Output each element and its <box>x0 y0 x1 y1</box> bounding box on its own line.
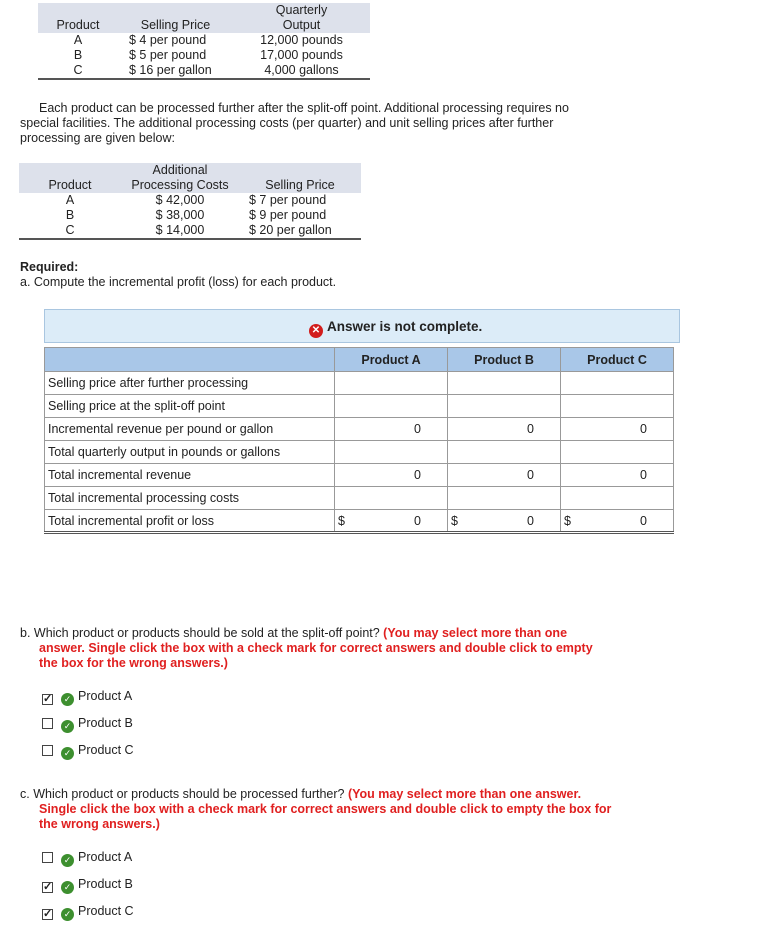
output-header-line2: Output <box>282 18 321 32</box>
computed-cell <box>561 510 674 533</box>
table-row <box>45 510 674 533</box>
header-blank <box>45 348 335 372</box>
option-label: Product A <box>78 689 133 703</box>
part-c-options <box>42 850 134 924</box>
processing-costs-table <box>19 163 361 240</box>
part-c-question <box>20 787 650 832</box>
t2-product: A <box>65 193 75 207</box>
output-header-line1: Quarterly <box>275 3 328 17</box>
row-label: Total incremental revenue <box>45 464 335 487</box>
question-text: c. Which product or products should be processed further? <box>20 787 348 801</box>
computed-cell: 0 <box>561 464 674 487</box>
paragraph-line: special facilities. The additional processing costs (per quarter) and unit selling prices after further <box>20 116 554 130</box>
checkbox[interactable]: ✓ <box>43 881 53 893</box>
table-row <box>45 418 674 441</box>
computed-cell: 0 <box>448 464 561 487</box>
answer-input-cell[interactable] <box>561 441 674 464</box>
check-circle-icon: ✓ <box>61 693 74 706</box>
checkbox[interactable] <box>42 745 53 756</box>
dollar-sign: $ <box>338 513 345 528</box>
costs-header-line1: Additional <box>152 163 208 177</box>
check-circle-icon: ✓ <box>61 854 74 867</box>
answer-input-cell[interactable] <box>561 372 674 395</box>
dollar-sign: $ <box>564 513 571 528</box>
option-product-b[interactable] <box>42 716 134 736</box>
row-label: Total quarterly output in pounds or gallons <box>45 441 335 464</box>
t2-price: $ 20 per gallon <box>239 223 361 239</box>
part-b-question <box>20 626 650 671</box>
paragraph-line: Each product can be processed further after the split-off point. Additional processing requires no <box>39 101 569 115</box>
row-label: Total incremental profit or loss <box>45 510 335 533</box>
required-section <box>20 260 336 290</box>
question-text: b. Which product or products should be sold at the split-off point? <box>20 626 384 640</box>
check-circle-icon: ✓ <box>61 747 74 760</box>
option-label: Product C <box>78 743 134 757</box>
option-product-a[interactable] <box>42 689 134 709</box>
check-circle-icon: ✓ <box>61 908 74 921</box>
banner-message <box>309 319 482 338</box>
checkbox[interactable]: ✓ <box>43 908 53 920</box>
check-circle-icon: ✓ <box>61 720 74 733</box>
col-header-selling-price: Selling Price <box>140 18 211 32</box>
row-label: Selling price at the split-off point <box>45 395 335 418</box>
required-part-a: a. Compute the incremental profit (loss) for each product. <box>20 275 337 289</box>
instruction-text: the box for the wrong answers.) <box>39 656 228 670</box>
t1-product: B <box>73 48 83 62</box>
answer-input-cell[interactable] <box>335 372 448 395</box>
table-row <box>45 464 674 487</box>
option-label: Product B <box>78 877 133 891</box>
instruction-text: Single click the box with a check mark for correct answers and double click to empty the box for <box>39 802 612 816</box>
computed-cell: 0 <box>335 418 448 441</box>
instruction-text: the wrong answers.) <box>39 817 160 831</box>
option-product-c[interactable] <box>42 743 134 763</box>
col-header-product-a: Product A <box>335 348 448 372</box>
incremental-profit-table <box>44 347 674 534</box>
answer-input-cell[interactable] <box>561 487 674 510</box>
answer-status-banner <box>44 309 680 343</box>
col-header-product: Product <box>48 178 92 192</box>
t2-cost: $ 42,000 <box>155 193 205 207</box>
t1-output: 4,000 gallons <box>233 63 370 79</box>
required-title: Required: <box>20 260 79 274</box>
t1-product: C <box>38 63 118 79</box>
t2-price: $ 7 per pound <box>249 193 327 207</box>
answer-input-cell[interactable] <box>561 395 674 418</box>
checkbox[interactable]: ✓ <box>43 693 53 705</box>
t1-price: $ 4 per pound <box>129 33 207 47</box>
t2-product: C <box>19 223 121 239</box>
answer-input-cell[interactable] <box>448 441 561 464</box>
t2-cost: $ 38,000 <box>155 208 205 222</box>
col-header-product-b: Product B <box>448 348 561 372</box>
cell-value: 0 <box>414 513 421 528</box>
option-label: Product C <box>78 904 134 918</box>
answer-input-cell[interactable] <box>448 487 561 510</box>
t1-product: A <box>73 33 83 47</box>
answer-input-cell[interactable] <box>335 395 448 418</box>
cell-value: 0 <box>640 513 647 528</box>
table-row <box>45 441 674 464</box>
row-label: Selling price after further processing <box>45 372 335 395</box>
t1-price: $ 5 per pound <box>129 48 207 62</box>
row-label: Total incremental processing costs <box>45 487 335 510</box>
checkbox[interactable] <box>42 718 53 729</box>
t2-cost: $ 14,000 <box>121 223 239 239</box>
table-row <box>45 395 674 418</box>
option-product-b[interactable] <box>42 877 134 897</box>
option-product-c[interactable] <box>42 904 134 924</box>
computed-cell <box>448 510 561 533</box>
product-output-table <box>38 3 370 80</box>
col-header-product-c: Product C <box>561 348 674 372</box>
costs-header-line2: Processing Costs <box>131 178 229 192</box>
error-x-icon: ✕ <box>309 324 323 338</box>
t1-output: 17,000 pounds <box>260 48 343 62</box>
instruction-text: answer. Single click the box with a check mark for correct answers and double click to empty <box>39 641 593 655</box>
t2-product: B <box>65 208 75 222</box>
answer-input-cell[interactable] <box>448 395 561 418</box>
answer-input-cell[interactable] <box>335 487 448 510</box>
intro-paragraph <box>20 101 620 146</box>
col-header-processing-costs <box>121 163 239 193</box>
paragraph-line: processing are given below: <box>20 131 175 145</box>
computed-cell: 0 <box>448 418 561 441</box>
option-label: Product A <box>78 850 133 864</box>
col-header-quarterly-output <box>233 3 370 33</box>
computed-cell: 0 <box>335 464 448 487</box>
t1-price: $ 16 per gallon <box>118 63 233 79</box>
option-product-a[interactable] <box>42 850 134 870</box>
t1-output: 12,000 pounds <box>260 33 343 47</box>
computed-cell: 0 <box>561 418 674 441</box>
col-header-selling-price: Selling Price <box>265 178 335 192</box>
part-b-options <box>42 689 134 763</box>
t2-price: $ 9 per pound <box>249 208 327 222</box>
check-circle-icon: ✓ <box>61 881 74 894</box>
instruction-text: (You may select more than one answer. <box>347 787 582 801</box>
instruction-text: (You may select more than one <box>383 626 568 640</box>
option-label: Product B <box>78 716 133 730</box>
answer-input-cell[interactable] <box>448 372 561 395</box>
cell-value: 0 <box>527 513 534 528</box>
answer-input-cell[interactable] <box>335 441 448 464</box>
col-header-product: Product <box>56 18 100 32</box>
computed-cell <box>335 510 448 533</box>
checkbox[interactable] <box>42 852 53 863</box>
dollar-sign: $ <box>451 513 458 528</box>
banner-text: Answer is not complete. <box>327 319 483 334</box>
row-label: Incremental revenue per pound or gallon <box>45 418 335 441</box>
table-row <box>45 487 674 510</box>
table-row <box>45 372 674 395</box>
